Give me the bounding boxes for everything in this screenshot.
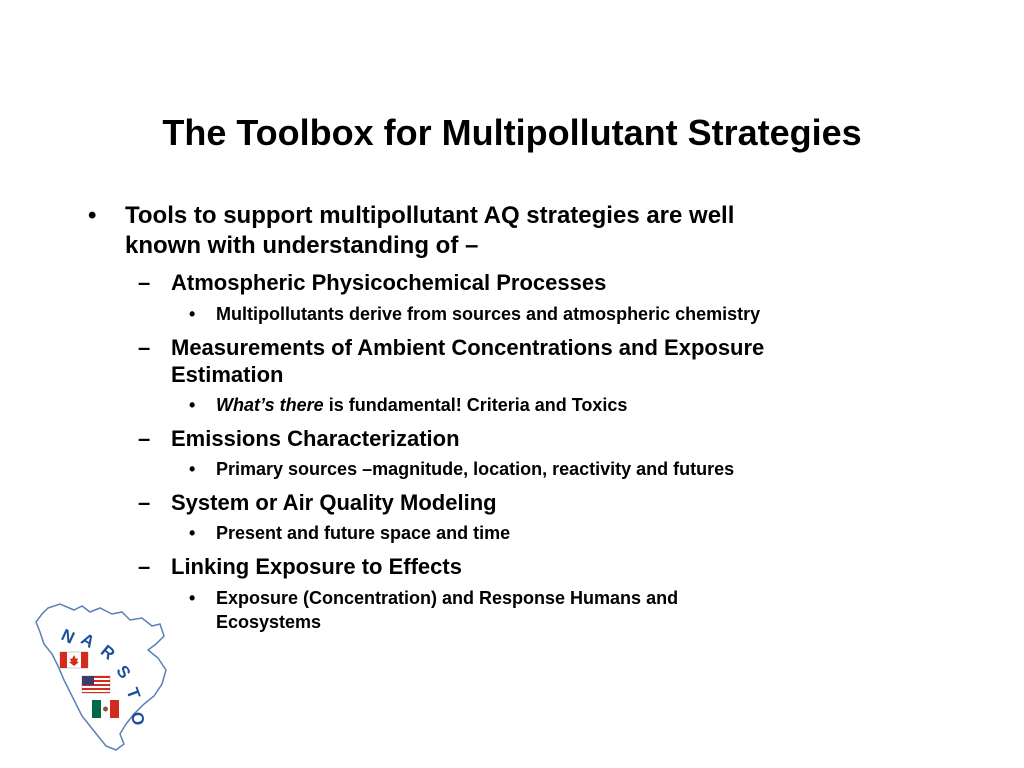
slide-title: The Toolbox for Multipollutant Strategies: [162, 112, 862, 153]
sub-heading-emissions: Emissions Characterization: [171, 426, 460, 451]
mexico-flag-icon: [92, 700, 119, 718]
sub-heading-measurements-line-1: Measurements of Ambient Concentrations and Exposure: [171, 335, 765, 360]
sub-heading-exposure: Linking Exposure to Effects: [171, 554, 462, 579]
bullet-text-line-2: known with understanding of –: [125, 232, 479, 259]
dash-marker: –: [138, 270, 151, 295]
sub-item-whats-there: [216, 394, 627, 417]
dot-marker: •: [189, 459, 196, 479]
dot-marker: •: [189, 304, 196, 324]
sub-item-exposure-line-2: Ecosystems: [216, 612, 322, 632]
dash-marker: –: [138, 554, 151, 579]
dash-marker: –: [138, 335, 151, 360]
bullet-text-line-1: Tools to support multipollutant AQ strategies are well: [125, 202, 735, 229]
dot-marker: •: [189, 523, 196, 543]
sub-item-primary-sources: Primary sources –magnitude, location, reactivity and futures: [216, 459, 735, 479]
logo-letter-n: N: [58, 625, 78, 648]
dash-marker: –: [138, 426, 151, 451]
sub-item-space-time: Present and future space and time: [216, 523, 511, 543]
logo-letter-t: T: [122, 685, 144, 702]
sub-heading-modeling: System or Air Quality Modeling: [171, 490, 497, 515]
bullet-marker: •: [88, 202, 97, 229]
usa-flag-icon: [82, 676, 110, 693]
dot-marker: •: [189, 395, 196, 415]
sub-item-exposure-line-1: Exposure (Concentration) and Response Humans and: [216, 588, 679, 608]
canada-flag-icon: [60, 652, 88, 668]
sub-item-multipollutants: Multipollutants derive from sources and atmospheric chemistry: [216, 304, 761, 324]
logo-letter-o: O: [127, 711, 148, 727]
emphasis-text: What’s there: [216, 395, 324, 415]
sub-item-text: is fundamental! Criteria and Toxics: [323, 395, 628, 415]
logo-letter-r: R: [96, 641, 119, 664]
logo-letter-a: A: [77, 629, 98, 652]
narsto-logo: [30, 600, 180, 755]
dash-marker: –: [138, 490, 151, 515]
sub-heading-measurements-line-2: Estimation: [171, 362, 284, 387]
logo-letter-s: S: [112, 661, 135, 683]
dot-marker: •: [189, 588, 196, 608]
sub-heading-atmospheric: Atmospheric Physicochemical Processes: [171, 270, 607, 295]
